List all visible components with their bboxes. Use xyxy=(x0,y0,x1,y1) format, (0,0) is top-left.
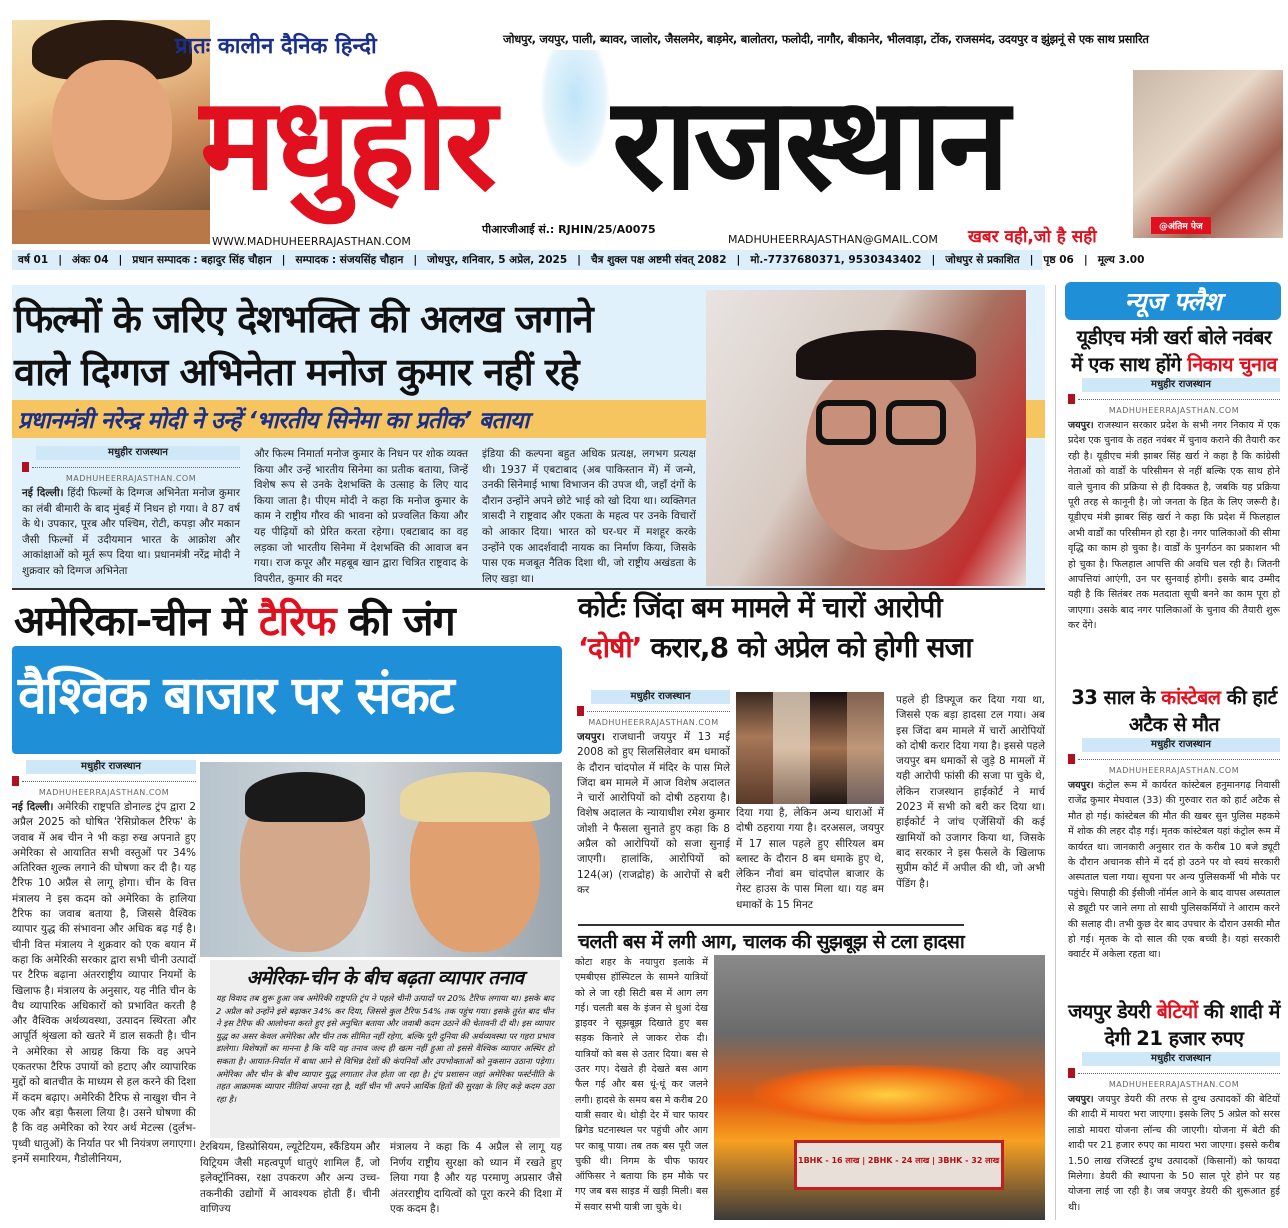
news-flash-banner: न्यूज फ्लैश xyxy=(1065,282,1281,320)
byline: मधुहीर राजस्थान xyxy=(1068,1052,1280,1080)
date: जोधपुर, शनिवार, 5 अप्रेल, 2025 xyxy=(427,254,568,266)
samvat: चैत्र शुक्ल पक्ष अष्टमी संवत् 2082 xyxy=(591,254,727,266)
price: मूल्य 3.00 xyxy=(1097,254,1145,266)
byline: मधुहीर राजस्थान xyxy=(12,760,196,788)
court-col-1 xyxy=(577,690,730,898)
manoj-kumar-photo xyxy=(706,290,1026,586)
byline-site: MADHUHEERRAJASTHAN.COM xyxy=(1108,406,1240,415)
dateline: जयपुर। xyxy=(1068,1094,1094,1105)
byline-site: MADHUHEERRAJASTHAN.COM xyxy=(38,788,170,797)
lead-col-1 xyxy=(22,446,240,580)
byline-site: MADHUHEERRAJASTHAN.COM xyxy=(1108,766,1240,775)
peacock-feather-logo xyxy=(540,50,610,170)
sidebar-story-constable xyxy=(1068,684,1280,963)
pages: पृष्ठ 06 xyxy=(1043,254,1074,266)
story-text: जयपुर डेयरी की तरफ से दुग्ध उत्पादकों की बेटियों की शादी में मायरा भरा जाएगा। इसके लिए 5 अप्रेल को सरस लाडो मायरा योजना लॉन्च की जाएगी। योजना में बेटी की शादी पर 21 हजार रुपए का मायरा भरा जाएगा। इससे करीब 1.50 लाख रजिस्टर्ड दुग्ध उत्पादकों (किसानों) को फायदा मिलेगा। डेयरी की स्थापना के 50 साल पूरे होने पर यह योजना लाई जा रही है। जब जयपुर डेयरी की शुरूआत हुई थी। xyxy=(1068,1094,1280,1213)
bus-text: कोटा शहर के नयापुरा इलाके में एमबीएस हॉस्पिटल के सामने यात्रियों को ले जा रही सिटी बस में आग लग गई। चलती बस के इंजन से धुआं देख ड्राइवर ने सूझबूझ दिखाते हुए बस सड़क किनारे ले जाकर रोक दी। यात्रियों को बस से उतार दिया। बस से उतर गए। देखते ही देखते बस आग फैल गई और बस धूं-धूं कर जलने लगी। हादसे के समय बस मे करीब 20 यात्री सवार थे। थोड़ी देर में चार फायर ब्रिगेड घटनास्थल पर पहुंची और आग पर काबू पाया। तब तक बस पूरी जल चुकी थी। निगम के चीफ फायर ऑफिसर ने बताया कि हम मौके पर गए जब बस साइड में खड़ी मिली। बस में सवार सभी यात्री जा चुके थे। xyxy=(575,957,708,1213)
lead-text-col2: और फिल्म निमार्ता मनोज कुमार के निधन पर शोक व्यक्त किया और उन्हें भारतीय सिनेमा का प्रतीक बताया, जिन्हें विशेष रूप से उनके देशभक्ति के उत्साह के लिए याद किया जाता है। पीएम मोदी ने कहा कि मनोज कुमार के काम ने राष्ट्रीय गौरव की भावना को प्रज्वलित किया और यह पीढ़ियों को प्रेरित करता रहेगा। एबटाबाद का वह लड़का जो भारतीय सिनेमा में देशभक्ति की आवाज बन गया। राज कपूर और महबूब खान द्वारा चित्रित राष्ट्रवाद के विपरीत, कुमार की मदर xyxy=(254,448,468,585)
court-headline-line1: कोर्टः जिंदा बम मामले में चारों आरोपी xyxy=(578,591,942,624)
slogan: खबर वही,जो है सही xyxy=(968,227,1097,247)
dateline: नई दिल्ली। xyxy=(12,801,54,813)
bus-fire-photo xyxy=(714,955,1045,1220)
byline-site: MADHUHEERRAJASTHAN.COM xyxy=(588,718,719,727)
volume: वर्ष 01 xyxy=(18,254,49,266)
last-page-label[interactable]: @अंतिम पेज xyxy=(1151,217,1211,234)
info-bar: वर्ष 01 | अंकः 04 | प्रधान सम्पादक : बहादुर सिंह चौहान | सम्पादक : संजयसिंह चौहान | जोधपुर, शनिवार, 5 अप्रेल, 2025 | चैत्र शुक्ल पक्ष अष्टमी संवत् 2082 | मो.-7737680371, 9530343402 | जोधपुर से प्रकाशित | पृष्ठ 06 | मूल्य 3.00 xyxy=(12,250,1042,270)
byline: मधुहीर राजस्थान xyxy=(577,690,730,718)
dateline: जयपुर। xyxy=(1068,420,1094,431)
tariff-banner: वैश्विक बाजार पर संकट xyxy=(12,646,562,754)
prgi-number: पीआरजीआई सं.: RJHIN/25/A0075 xyxy=(482,223,656,236)
bus-headline: चलती बस में लगी आग, चालक की सुझबूझ से टला हादसा xyxy=(578,924,964,954)
tariff-col-1 xyxy=(12,760,196,1167)
byline: मधुहीर राजस्थान xyxy=(1068,738,1280,766)
story-headline: यूडीएच मंत्री खर्रा बोले नवंबर में एक साथ होंगे निकाय चुनाव xyxy=(1071,326,1277,376)
sidebar-story-dairy xyxy=(1068,998,1280,1215)
court-text-col2: दिया गया है, लेकिन अन्य धाराओं में दोषी ठहराया गया है। दरअसल, जयपुर में 17 साल पहले हुए सीरियल बम ब्लास्ट के दौरान 8 बम धमाके हुए थे, लेकिन नौवां बम चांदपोल बाजार के गेस्ट हाउस के पास मिला था। यह बम धमाकों के 15 मिनट xyxy=(736,807,884,911)
sidebar-divider xyxy=(1055,285,1056,1220)
accused-photos xyxy=(736,692,884,804)
tagline: प्रातः कालीन दैनिक हिन्दी xyxy=(175,34,377,59)
tariff-box-title: अमेरिका-चीन के बीच बढ़ता व्यापार तनाव xyxy=(246,967,524,989)
lead-headline-line1: फिल्मों के जरिए देशभक्ति की अलख जगाने xyxy=(14,297,593,341)
tariff-box-text: यह विवाद तब शुरू हुआ जब अमेरिकी राष्ट्रपति ट्रंप ने पहले चीनी उत्पादों पर 20% टैरिफ लगाया था। इसके बाद 2 अप्रैल को उन्होंने इसे बढ़ाकर 34% कर दिया, जिससे कुल टैरिफ 54% तक पहुंच गया। इसके तुरंत बाद चीन ने इस टैरिफ की आलोचना करते हुए इसे अनुचित बताया और जवाबी कदम उठाने की चेतावनी दी थी। इस व्यापार युद्ध का असर केवल अमेरिका और चीन तक सीमित नहीं रहेगा, बल्कि पूरी दुनिया की अर्थव्यवस्था पर गहरा प्रभाव डालेगा। विशेषज्ञों का मानना है कि यदि यह तनाव जल्द ही खत्म नहीं हुआ तो इससे वैश्विक व्यापार अस्थिर हो सकता है। आयात-निर्यात में बाधा आने से विभिन्न देशों की कंपनियों और उपभोक्ताओं को नुकसान उठाना पड़ेगा। अमेरिका और चीन के बीच व्यापार युद्ध लगातार तेज होता जा रहा है। ट्रंप प्रशासन जहां अमेरिका फर्स्टनीति के तहत आक्रामक व्यापार नीतियां अपना रहा है, वहीं चीन भी अपने आर्थिक हितों की सुरक्षा के लिए कड़े कदम उठा रहा है। xyxy=(216,993,554,1104)
byline-site: MADHUHEERRAJASTHAN.COM xyxy=(1108,1080,1240,1089)
dateline: जयपुर। xyxy=(577,731,605,743)
chief-editor: प्रधान सम्पादक : बहादुर सिंह चौहान xyxy=(132,254,272,266)
lead-subhead: प्रधानमंत्री नरेन्द्र मोदी ने उन्हें ‘भारतीय सिनेमा का प्रतीक’ बताया xyxy=(12,400,1045,438)
byline: मधुहीर राजस्थान xyxy=(1068,378,1280,406)
editions-line: जोधपुर, जयपुर, पाली, ब्यावर, जालोर, जैसलमेर, बाड़मेर, बालोतरा, फलोदी, नागौर, बीकानेर, भीलवाड़ा, टोंक, राजसमंद, उदयपुर व झुंझनूं से एक साथ प्रसारित xyxy=(503,32,1149,46)
story-headline: 33 साल के कांस्टेबल की हार्ट अटैक से मौत xyxy=(1071,686,1277,736)
byline: मधुहीर राजस्थान xyxy=(22,446,240,474)
editor: सम्पादक : संजयसिंह चौहान xyxy=(295,254,404,266)
story-text: कंट्रोल रूम में कार्यरत कांस्टेबल हनुमानगढ़ निवासी राजेंद्र कुमार मेघवाल (33) की गुरुवार रात को हार्ट अटैक से मौत हो गई। कांस्टेबल की मौत की खबर सुन पुलिस महकमे में शोक की लहर दौड़ गई। मृतक कांस्टेबल यहां कंट्रोल रूम में कार्यरत था। जानकारी अनुसार रात के करीब 10 बजे ड्यूटी के दौरान अचानक सीने में दर्द हो उठने पर वो स्वयं सरकारी अस्पताल चला गया। सूचना पर अन्य पुलिसकर्मी भी मौके पर पहुंचे। सिपाही की ईसीजी नॉर्मल आने के बाद वापस अस्पताल से ड्यूटी पर जाने लगा तो साथी पुलिसकर्मियों ने आराम करने की सलाह दी। तभी कुछ देर बाद उपचार के दौरान उसकी मौत हो गई। मृतक के दो साल की एक बच्ची है। यहां सरकारी क्वार्टर में अकेला रहता था। xyxy=(1068,780,1280,961)
dateline: जयपुर। xyxy=(1068,780,1094,791)
tariff-headline: अमेरिका-चीन में टैरिफ की जंग xyxy=(14,597,455,645)
court-text-col3: पहले ही डिफ्यूज कर दिया गया था, जिससे एक बड़ा हादसा टल गया। अब इस जिंदा बम मामले में चारों आरोपियों को दोषी करार दिया गया है। इससे पहले जयपुर बम धमाकों से जुड़े 8 मामलों में यही आरोपी फांसी की सजा पा चुके थे, लेकिन राजस्थान हाईकोर्ट ने मार्च 2023 में सभी को बरी कर दिया था। हाईकोर्ट ने जांच एजेंसियों की कई खामियों को उजागर किया था, जिसके बाद सरकार ने इस फैसले के खिलाफ सुप्रीम कोर्ट में अपील की थी, जो अभी पेंडिंग है। xyxy=(896,694,1045,890)
tariff-text-col3: मंत्रालय ने कहा कि 4 अप्रैल से लागू यह निर्णय राष्ट्रीय सुरक्षा को ध्यान में रखते हुए लिया गया है और यह परमाणु अप्रसार जैसे अंतरराष्ट्रीय दायित्वों को पूरा करने की दिशा में एक कदम है। xyxy=(390,1141,562,1216)
court-text-col1: राजधानी जयपुर में 13 मई 2008 को हुए सिलसिलेवार बम धमाकों के दौरान चांदपोल में मंदिर के पास मिले जिंदा बम मामले में आज विशेष अदालत ने चारों आरोपियों को दोषी ठहराया है। विशेष अदालत के न्यायाधीश रमेश कुमार जोशी ने फैसला सुनाते हुए कहा कि 8 अप्रैल को आरोपियों को सजा सुनाई जाएगी। हालांकि, आरोपियों को 124(अ) (राजद्रोह) के आरोपों से बरी कर xyxy=(577,731,730,896)
dateline: नई दिल्ली। xyxy=(22,487,64,499)
email-link[interactable]: MADHUHEERRAJASTHAN@GMAIL.COM xyxy=(728,233,938,246)
tariff-text-col1: अमेरिकी राष्ट्रपति डोनाल्ड ट्रंप द्वारा 2 अप्रैल 2025 को घोषित 'रेसिप्रोकल टैरिफ' के जवाब में अब चीन ने भी कड़ा रुख अपनाते हुए अमेरिका से आयातित सभी वस्तुओं पर 34% अतिरिक्त शुल्क लगाने की घोषणा कर दी है। यह टैरिफ 10 अप्रैल से लागू होगा। चीन के वित्त मंत्रालय ने इस कदम को अमेरिका के हालिया टैरिफ का जवाब बताया है, जिससे वैश्विक व्यापार युद्ध की संभावना और अधिक बढ़ गई है। चीनी वित्त मंत्रालय ने शुक्रवार को एक बयान में कहा कि अमेरिकी सरकार द्वारा सभी चीनी उत्पादों पर टैरिफ बढ़ाना अंतरराष्ट्रीय व्यापार नियमों के खिलाफ है। मंत्रालय के अनुसार, यह नीति चीन के वैध व्यापारिक अधिकारों को प्रभावित करती है और वैश्विक अर्थव्यवस्था, उत्पादन स्थिरता और आपूर्ति श्रृंखला को खतरे में डाल सकती है। चीन ने अमेरिका से आग्रह किया कि वह अपने एकतरफा टैरिफ उपायों को हटाए और व्यापारिक मुद्दों को बातचीत के माध्यम से हल करने की दिशा में कदम बढ़ाए। अमेरिकी टैरिफ से नाखुश चीन ने एक और बड़ा फैसला लिया है। उसने घोषणा की है कि वह अमेरिका को रेयर अर्थ मेटल्स (दुर्लभ-पृथ्वी धातुओं) के निर्यात पर भी नियंत्रण लगाएगा। इनमें समारियम, गैडोलीनियम, xyxy=(12,801,196,1165)
story-headline: जयपुर डेयरी बेटियों की शादी में देगी 21 हजार रुपए xyxy=(1068,1000,1280,1050)
last-page-photo xyxy=(1133,70,1283,238)
tariff-box xyxy=(210,960,560,1138)
sidebar-story-nikay xyxy=(1068,324,1280,634)
masthead-title-red: मधुहीर xyxy=(200,70,493,219)
lead-text-col3: इंडिया की कल्पना बहुत अधिक प्रत्यक्ष, लगभग प्रत्यक्ष थी। 1937 में एबटाबाद (अब पाकिस्तान में) में जन्मे, उनकी सिनेमाई भाषा विभाजन की उपज थी, जहाँ दंगों के दौरान उन्होंने अपने छोटे भाई को खो दिया था। व्यक्तिगत त्रासदी ने राष्ट्रवाद और एकता के महत्व पर उनके विचारों को आकार दिया। भारत को घर-घर में मशहूर करके उन्होंने एक आदर्शवादी नायक का निर्माण किया, जिसके पास एक मजबूत नैतिक दिशा थी, जो राष्ट्रीय अखंडता के लिए खड़ा था। xyxy=(482,448,696,585)
lead-headline-line2: वाले दिग्गज अभिनेता मनोज कुमार नहीं रहे xyxy=(14,350,579,394)
xi-trump-photo xyxy=(200,762,562,957)
lead-text-col1: हिंदी फिल्मों के दिग्गज अभिनेता मनोज कुमार का लंबी बीमारी के बाद मुंबई में निधन हो गया। वे 87 वर्ष के थे। उपकार, पूरब और पश्चिम, रोटी, कपड़ा और मकान जैसी फिल्मों में उदीयमान भारत के आक्रोश और आकांक्षाओं को मूर्त रूप दिया था। प्रधानमंत्री नरेंद्र मोदी ने शुक्रवार को दिग्गज अभिनेता xyxy=(22,487,240,577)
court-headline-line2: ‘दोषी’ करार,8 को अप्रेल को होगी सजा xyxy=(578,631,972,664)
byline-site: MADHUHEERRAJASTHAN.COM xyxy=(65,474,197,483)
bus-banner-text: 1BHK - 16 लाख | 2BHK - 24 लाख | 3BHK - 32 लाख xyxy=(798,1156,1000,1165)
tariff-text-col2: टेरबियम, डिस्प्रोसियम, ल्यूटेटियम, स्कैंडियम और यिट्रियम जैसी महत्वपूर्ण धातुएं शामिल हैं, जो इलेक्ट्रॉनिक्स, रक्षा उपकरण और अन्य उच्च-तकनीकी उद्योगों में आवश्यक होती हैं। चीनी वाणिज्य xyxy=(200,1141,380,1216)
issue: अंकः 04 xyxy=(72,254,109,266)
mobile: मो.-7737680371, 9530343402 xyxy=(750,254,922,266)
masthead-title-black: राजस्थान xyxy=(612,70,1006,219)
story-text: राजस्थान सरकार प्रदेश के सभी नगर निकाय में एक प्रदेश एक चुनाव के तहत नवंबर में चुनाव कराने की तैयारी कर रही है। यूडीएच मंत्री झाबर सिंह खर्रा ने कहा है कि कांग्रेसी नेताओं को वार्डों के परिसीमन से नहीं बल्कि एक साथ होने वाले चुनाव की प्रक्रिया से ही दिक्कत है, जबकि यह प्रक्रिया पूरी तरह से कानूनी है। जो जनता के हित के लिए जरूरी है। यूडीएच मंत्री झाबर सिंह खर्रा ने कहा कि प्रदेश में फिलहाल अभी वार्डों का परिसीमन हो रहा है। नगर पालिकाओं की सीमा वृद्धि का काम हो चुका है। वार्डों के पुनर्गठन का प्रकाशन भी हो चुका है। फिलहाल आपत्ति की अवधि चल रही है। जितनी आपत्तियां आएंगी, उन पर सुनवाई होगी। इसके बाद उम्मीद यही है कि सितंबर तक मतदाता सूची बनने का काम पूरा हो जाएगा। उसके बाद नगर पालिकाओं के चुनाव की तैयारी शुरू कर देंगे। xyxy=(1068,420,1280,632)
published-from: जोधपुर से प्रकाशित xyxy=(945,254,1020,266)
website-link[interactable]: WWW.MADHUHEERRAJASTHAN.COM xyxy=(212,235,411,248)
